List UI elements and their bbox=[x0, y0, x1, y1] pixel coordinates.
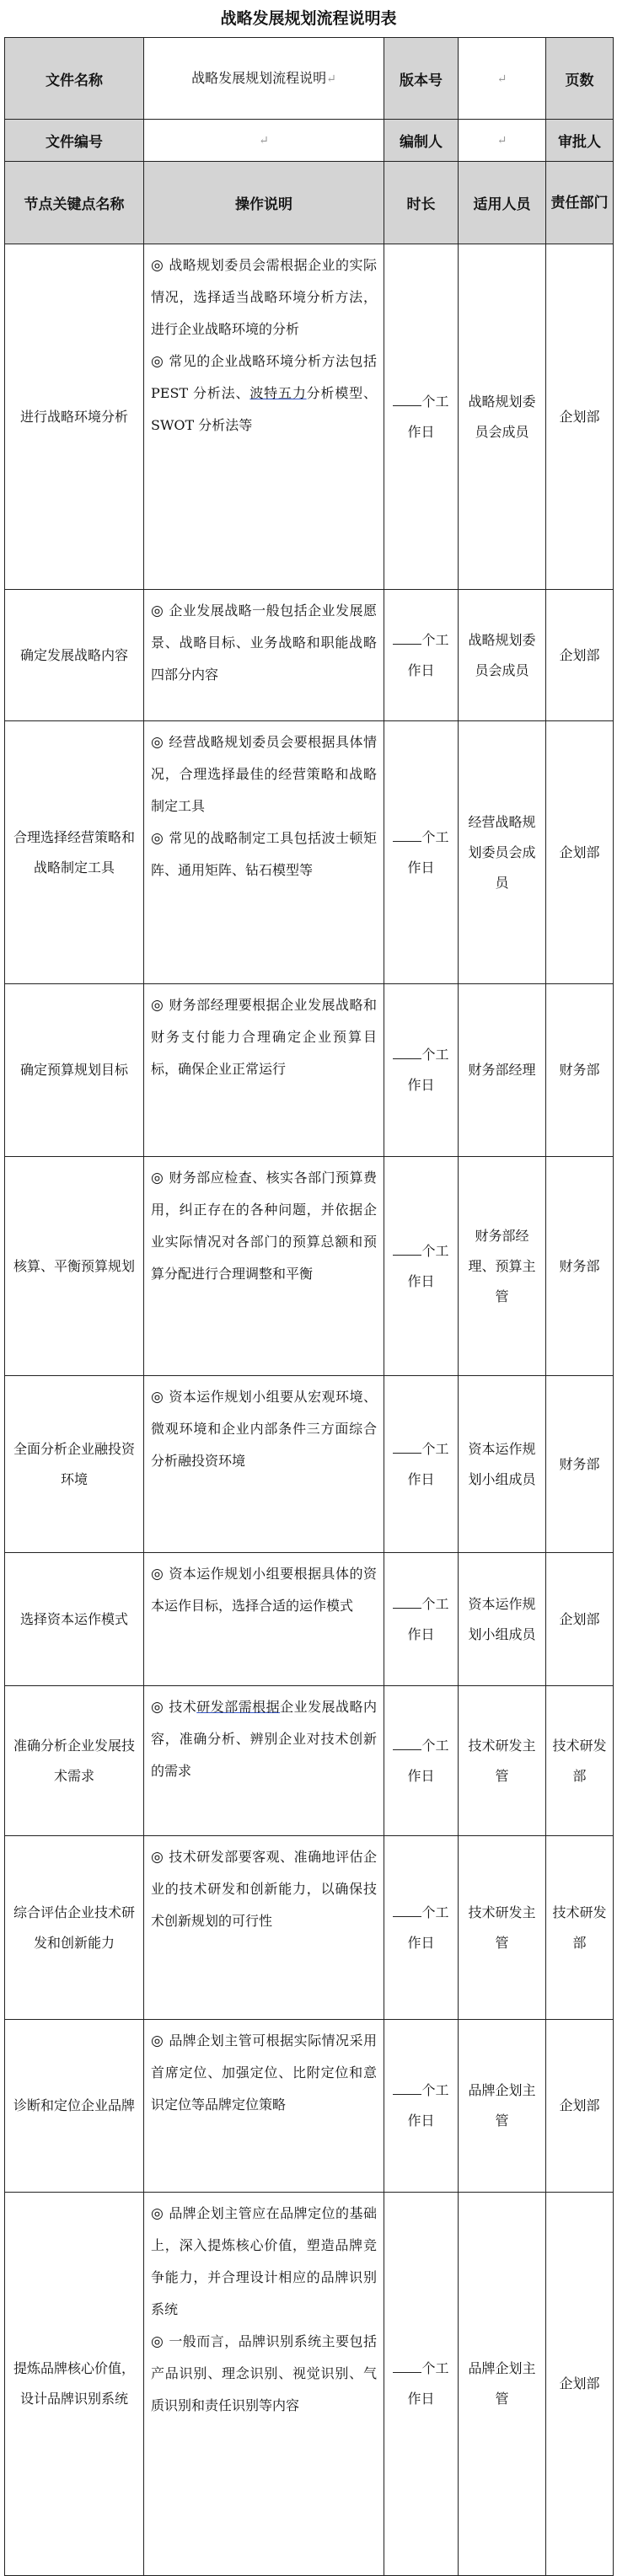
dept-cell: 财务部 bbox=[546, 1376, 614, 1553]
dept-cell: 企划部 bbox=[546, 2020, 614, 2193]
editor-value: ↵ bbox=[459, 120, 546, 162]
col-personnel: 适用人员 bbox=[459, 162, 546, 244]
col-node: 节点关键点名称 bbox=[5, 162, 144, 244]
operation-text: 技术研发部要客观、准确地评估企业的技术研发和创新能力，以确保技术创新规划的可行性 bbox=[151, 1849, 377, 1929]
operation-text: 企业发展战略一般包括企业发展愿景、战略目标、业务战略和职能战略四部分内容 bbox=[151, 602, 377, 683]
table-row bbox=[5, 1157, 614, 1376]
dept-cell: 企划部 bbox=[546, 1553, 614, 1686]
operation-item bbox=[151, 1691, 377, 1787]
bullet-icon: ◎ bbox=[151, 1389, 164, 1406]
operation-text: 常见的战略制定工具包括波士顿矩阵、通用矩阵、钻石模型等 bbox=[151, 830, 377, 878]
duration-blank[interactable] bbox=[393, 2357, 421, 2373]
operation-text: 资本运作规划小组要根据具体的资本运作目标，选择合适的运作模式 bbox=[151, 1566, 377, 1614]
operation-item bbox=[151, 989, 377, 1085]
duration-blank[interactable] bbox=[393, 1593, 421, 1609]
bullet-icon: ◎ bbox=[151, 1566, 164, 1583]
personnel-cell: 财务部经理 bbox=[459, 984, 546, 1157]
node-name: 诊断和定位企业品牌 bbox=[5, 2020, 144, 2193]
node-name: 确定预算规划目标 bbox=[5, 984, 144, 1157]
table-row bbox=[5, 984, 614, 1157]
personnel-cell: 品牌企划主管 bbox=[459, 2193, 546, 2576]
table-row bbox=[5, 1553, 614, 1686]
document-title: 战略发展规划流程说明表 bbox=[220, 9, 397, 28]
bullet-icon: ◎ bbox=[151, 830, 164, 847]
duration-unit: 个工作日 bbox=[407, 2082, 449, 2129]
operation-item bbox=[151, 345, 377, 442]
duration-unit: 个工作日 bbox=[407, 828, 449, 876]
operation-description bbox=[144, 590, 384, 721]
duration-blank[interactable] bbox=[393, 1043, 421, 1059]
personnel-cell: 战略规划委员会成员 bbox=[459, 590, 546, 721]
duration-cell bbox=[384, 1376, 459, 1553]
operation-item bbox=[151, 249, 377, 345]
dept-cell: 财务部 bbox=[546, 1157, 614, 1376]
duration-cell bbox=[384, 1553, 459, 1686]
table-row bbox=[5, 2020, 614, 2193]
bullet-icon: ◎ bbox=[151, 602, 164, 619]
duration-cell bbox=[384, 721, 459, 984]
operation-description bbox=[144, 1376, 384, 1553]
file-no-label: 文件编号 bbox=[5, 120, 144, 162]
duration-cell bbox=[384, 2020, 459, 2193]
bullet-icon: ◎ bbox=[151, 353, 164, 370]
col-ops: 操作说明 bbox=[144, 162, 384, 244]
file-no-value: ↵ bbox=[144, 120, 384, 162]
node-name: 核算、平衡预算规划 bbox=[5, 1157, 144, 1376]
operation-description bbox=[144, 2020, 384, 2193]
bullet-icon: ◎ bbox=[151, 997, 164, 1014]
operation-text: 常见的企业战略环境分析方法包括 PEST 分析法、波特五力分析模型、SWOT 分析法等 bbox=[151, 353, 377, 433]
duration-cell bbox=[384, 1836, 459, 2020]
operation-text: 经营战略规划委员会要根据具体情况，合理选择最佳的经营策略和战略制定工具 bbox=[151, 734, 377, 814]
dept-cell: 财务部 bbox=[546, 984, 614, 1157]
operation-description bbox=[144, 721, 384, 984]
file-name-label: 文件名称 bbox=[5, 38, 144, 120]
operation-description bbox=[144, 2193, 384, 2576]
duration-unit: 个工作日 bbox=[407, 631, 449, 678]
operation-text: 战略规划委员会需根据企业的实际情况，选择适当战略环境分析方法，进行企业战略环境的分析 bbox=[151, 257, 377, 337]
duration-blank[interactable] bbox=[393, 2079, 421, 2095]
pages-label: 页数 bbox=[546, 38, 614, 120]
duration-cell bbox=[384, 984, 459, 1157]
operation-description bbox=[144, 244, 384, 590]
node-name: 合理选择经营策略和战略制定工具 bbox=[5, 721, 144, 984]
duration-cell bbox=[384, 1157, 459, 1376]
table-row bbox=[5, 590, 614, 721]
meta-row-1 bbox=[5, 38, 614, 120]
dept-cell: 企划部 bbox=[546, 590, 614, 721]
bullet-icon: ◎ bbox=[151, 1699, 164, 1716]
operation-item bbox=[151, 1558, 377, 1622]
duration-blank[interactable] bbox=[393, 1240, 421, 1256]
personnel-cell: 战略规划委员会成员 bbox=[459, 244, 546, 590]
bullet-icon: ◎ bbox=[151, 734, 164, 751]
table-row bbox=[5, 1376, 614, 1553]
bullet-icon: ◎ bbox=[151, 1849, 164, 1866]
operation-item bbox=[151, 2025, 377, 2121]
duration-cell bbox=[384, 2193, 459, 2576]
editor-label: 编制人 bbox=[384, 120, 459, 162]
duration-unit: 个工作日 bbox=[407, 2360, 449, 2407]
node-name: 全面分析企业融投资环境 bbox=[5, 1376, 144, 1553]
personnel-cell: 技术研发主管 bbox=[459, 1686, 546, 1836]
personnel-cell: 财务部经理、预算主管 bbox=[459, 1157, 546, 1376]
node-name: 提炼品牌核心价值，设计品牌识别系统 bbox=[5, 2193, 144, 2576]
process-table bbox=[4, 37, 614, 2576]
duration-cell bbox=[384, 590, 459, 721]
duration-cell bbox=[384, 1686, 459, 1836]
duration-blank[interactable] bbox=[393, 826, 421, 842]
bullet-icon: ◎ bbox=[151, 257, 164, 274]
operation-description bbox=[144, 1553, 384, 1686]
duration-blank[interactable] bbox=[393, 629, 421, 645]
duration-blank[interactable] bbox=[393, 390, 421, 406]
duration-unit: 个工作日 bbox=[407, 1737, 449, 1784]
personnel-cell: 技术研发主管 bbox=[459, 1836, 546, 2020]
dept-cell: 企划部 bbox=[546, 721, 614, 984]
operation-item bbox=[151, 595, 377, 691]
dept-cell: 技术研发部 bbox=[546, 1686, 614, 1836]
duration-unit: 个工作日 bbox=[407, 1047, 449, 1093]
operation-text: 品牌企划主管应在品牌定位的基础上，深入提炼核心价值，塑造品牌竞争能力，并合理设计相应的品牌识别系统 bbox=[151, 2205, 377, 2317]
bullet-icon: ◎ bbox=[151, 2205, 164, 2222]
node-name: 进行战略环境分析 bbox=[5, 244, 144, 590]
bullet-icon: ◎ bbox=[151, 2032, 164, 2049]
table-row bbox=[5, 2193, 614, 2576]
operation-text: 一般而言，品牌识别系统主要包括产品识别、理念识别、视觉识别、气质识别和责任识别等内容 bbox=[151, 2333, 377, 2413]
column-header-row bbox=[5, 162, 614, 244]
col-dept: 责任部门 bbox=[546, 162, 614, 244]
duration-unit: 个工作日 bbox=[407, 393, 449, 440]
operation-description bbox=[144, 1836, 384, 2020]
duration-unit: 个工作日 bbox=[407, 1595, 449, 1642]
meta-row-2 bbox=[5, 120, 614, 162]
table-row bbox=[5, 1836, 614, 2020]
operation-item bbox=[151, 2326, 377, 2422]
operation-text: 品牌企划主管可根据实际情况采用首席定位、加强定位、比附定位和意识定位等品牌定位策略 bbox=[151, 2032, 377, 2113]
duration-unit: 个工作日 bbox=[407, 1242, 449, 1289]
dept-cell: 技术研发部 bbox=[546, 1836, 614, 2020]
operation-description bbox=[144, 1157, 384, 1376]
dept-cell: 企划部 bbox=[546, 244, 614, 590]
version-label: 版本号 bbox=[384, 38, 459, 120]
operation-item bbox=[151, 2198, 377, 2326]
node-name: 确定发展战略内容 bbox=[5, 590, 144, 721]
node-name: 综合评估企业技术研发和创新能力 bbox=[5, 1836, 144, 2020]
operation-description bbox=[144, 1686, 384, 1836]
personnel-cell: 品牌企划主管 bbox=[459, 2020, 546, 2193]
operation-text: 财务部应检查、核实各部门预算费用，纠正存在的各种问题，并依据企业实际情况对各部门的预算总额和预算分配进行合理调整和平衡 bbox=[151, 1170, 377, 1282]
duration-unit: 个工作日 bbox=[407, 1904, 449, 1951]
version-value: ↵ bbox=[459, 38, 546, 120]
duration-blank[interactable] bbox=[393, 1734, 421, 1750]
approver-label: 审批人 bbox=[546, 120, 614, 162]
dept-cell: 企划部 bbox=[546, 2193, 614, 2576]
operation-text: 技术研发部需根据企业发展战略内容，准确分析、辨别企业对技术创新的需求 bbox=[151, 1699, 377, 1779]
personnel-cell: 资本运作规划小组成员 bbox=[459, 1376, 546, 1553]
operation-item bbox=[151, 1841, 377, 1937]
personnel-cell: 资本运作规划小组成员 bbox=[459, 1553, 546, 1686]
bullet-icon: ◎ bbox=[151, 2333, 164, 2350]
duration-cell bbox=[384, 244, 459, 590]
personnel-cell: 经营战略规划委员会成员 bbox=[459, 721, 546, 984]
operation-description bbox=[144, 984, 384, 1157]
table-row bbox=[5, 244, 614, 590]
duration-blank[interactable] bbox=[393, 1901, 421, 1917]
operation-item bbox=[151, 822, 377, 886]
operation-text: 资本运作规划小组要从宏观环境、微观环境和企业内部条件三方面综合分析融投资环境 bbox=[151, 1389, 377, 1469]
table-row bbox=[5, 721, 614, 984]
operation-text: 财务部经理要根据企业发展战略和财务支付能力合理确定企业预算目标，确保企业正常运行 bbox=[151, 997, 377, 1077]
node-name: 选择资本运作模式 bbox=[5, 1553, 144, 1686]
operation-item bbox=[151, 1381, 377, 1477]
operation-item bbox=[151, 1162, 377, 1290]
operation-item bbox=[151, 726, 377, 822]
duration-blank[interactable] bbox=[393, 1438, 421, 1454]
table-row bbox=[5, 1686, 614, 1836]
file-name-value: 战略发展规划流程说明↵ bbox=[144, 38, 384, 120]
bullet-icon: ◎ bbox=[151, 1170, 164, 1186]
node-name: 准确分析企业发展技术需求 bbox=[5, 1686, 144, 1836]
col-duration: 时长 bbox=[384, 162, 459, 244]
duration-unit: 个工作日 bbox=[407, 1440, 449, 1487]
